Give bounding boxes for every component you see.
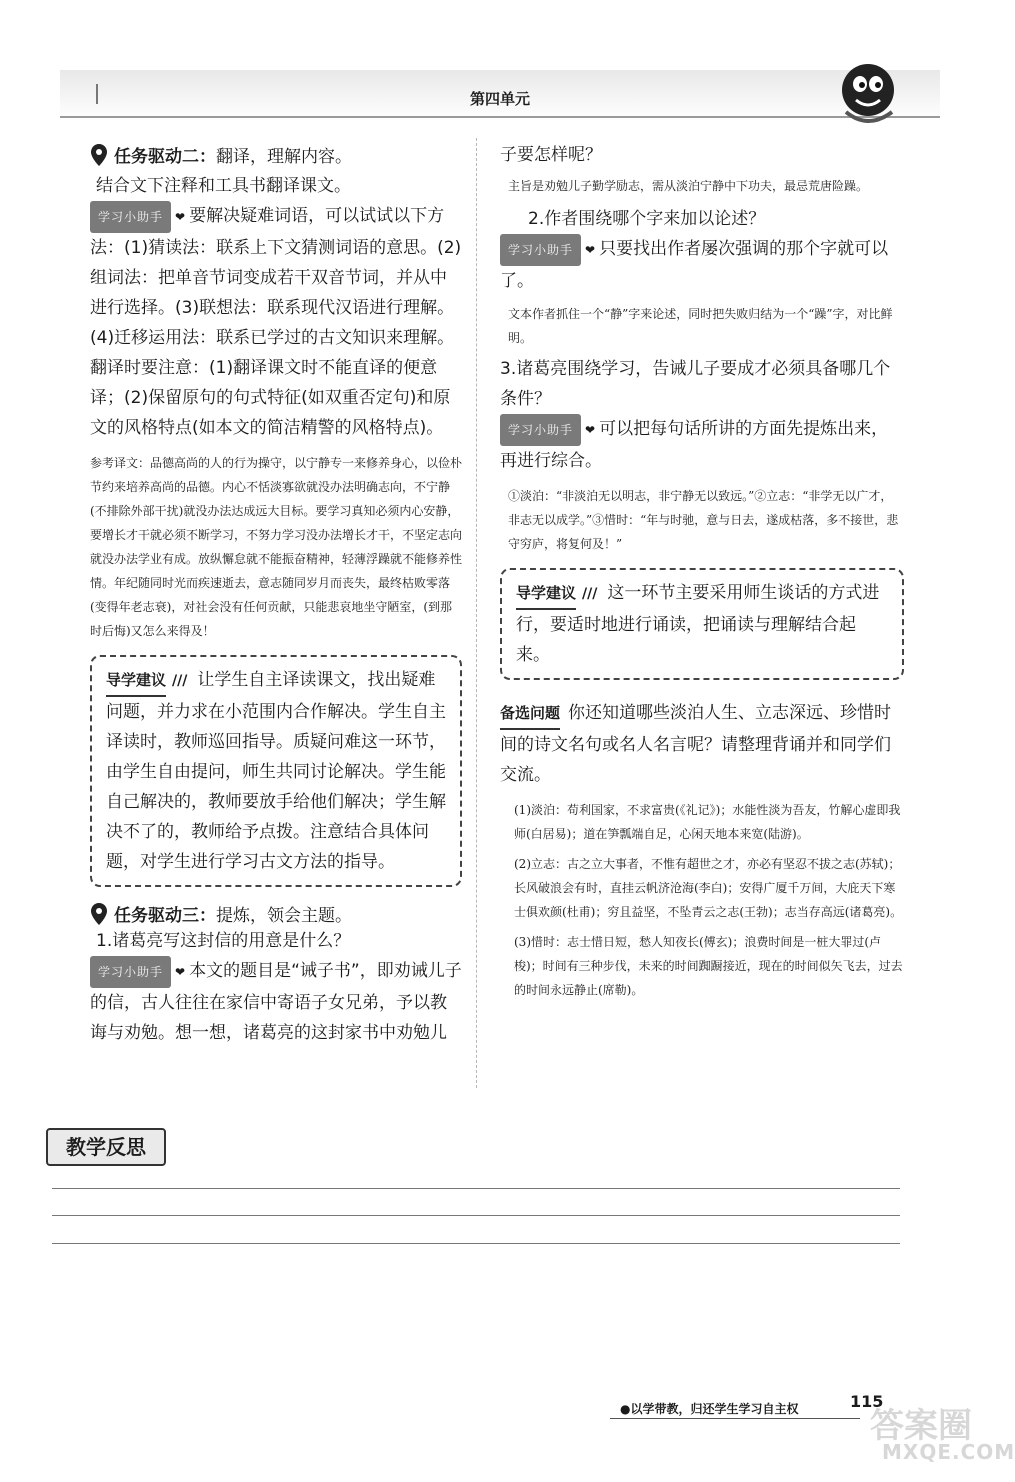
unit-title: 第四单元 [469, 90, 530, 108]
helper-label: 学习小助手 [500, 234, 581, 266]
alternative-question [500, 698, 904, 790]
heart-icon: ❤ [585, 243, 596, 257]
footer-slogan: ●以学带教，归还学生学习自主权 [620, 1402, 799, 1416]
helper-label: 学习小助手 [90, 201, 171, 233]
helper3-block [500, 234, 904, 296]
helper-label: 学习小助手 [90, 956, 171, 988]
heart-icon: ❤ [175, 210, 186, 224]
helper-label: 学习小助手 [500, 414, 581, 446]
answer2: 文本作者抓住一个“静”字来论述，同时把失败归结为一个“躁”字，对比鲜明。 [508, 307, 893, 345]
question1: 1.诸葛亮写这封信的用意是什么？ [96, 931, 351, 951]
writing-line [52, 1215, 900, 1216]
helper2-block [90, 956, 462, 1048]
right-column [500, 140, 904, 1002]
guide-slashes: /// [172, 673, 188, 689]
alternative-question-label: 备选问题 [500, 698, 560, 730]
alt-answer-2: (2)立志：古之立大事者，不惟有超世之才，亦必有坚忍不拔之志(苏轼)；长风破浪会有时，直挂云帆济沧海(李白)；安得广厦千万间，大庇天下寒士俱欢颜(杜甫)；穷且益坚，不坠青云之志(王勃)；志当存高远(诸葛亮)。 [514, 857, 903, 919]
task3-title: 任务驱动三： [114, 906, 216, 926]
watermark-url: MXQE.COM [882, 1440, 1015, 1464]
alt-answer-3: (3)惜时：志士惜日短，愁人知夜长(傅玄)；浪费时间是一桩大罪过(卢梭)；时间有三种步伐，未来的时间踟蹰接近，现在的时间似矢飞去，过去的时间永远静止(席勒)。 [514, 935, 903, 997]
answer1: 主旨是劝勉儿子勤学励志，需从淡泊宁静中下功夫，最忌荒唐险躁。 [508, 179, 869, 193]
guide-label: 导学建议 [516, 578, 576, 610]
task2-instruction: 结合文下注释和工具书翻译课文。 [96, 176, 351, 196]
question1-continued: 子要怎样呢？ [500, 145, 602, 165]
task3-value: 提炼，领会主题。 [216, 906, 352, 926]
alt-answer-1: (1)淡泊：苟利国家，不求富贵(《礼记》)；水能性淡为吾友，竹解心虚即我师(白居易)；道在笋瓢端自足，心闲天地本来宽(陆游)。 [514, 803, 901, 841]
footer-rule [610, 1418, 860, 1419]
heart-icon: ❤ [585, 423, 596, 437]
guide1-text: 让学生自主译读课文，找出疑难问题，并力求在小范围内合作解决。学生自主译读时，教师巡回指导。质疑问难这一环节，由学生自由提问，师生共同讨论解决。学生能自己解决的，教师要放手给他们解决；学生解决不了的，教师给予点拨。注意结合具体问题，对学生进行学习古文方法的指导。 [106, 670, 446, 872]
location-pin-icon [90, 143, 108, 167]
helper3-text: 只要找出作者屡次强调的那个字就可以了。 [500, 239, 889, 291]
left-column [90, 142, 462, 1048]
mascot-icon [832, 56, 906, 130]
helper1-block [90, 201, 462, 443]
header-rule [60, 116, 940, 118]
reflection-label: 教学反思 [46, 1128, 166, 1166]
guide2-box [500, 568, 904, 680]
heart-icon: ❤ [175, 965, 186, 979]
helper1-text: 要解决疑难词语，可以试试以下方法：(1)猜读法：联系上下文猜测词语的意思。(2)组词法：把单音节词变成若干双音节词，并从中进行选择。(3)联想法：联系现代汉语进行理解。(4)迁移运用法：联系已学过的古文知识来理解。翻译时要注意：(1)翻译课文时不能直译的便意译；(2)保留原句的句式特征(如双重否定句)和原文的风格特点(如本文的简洁精警的风格特点)。 [90, 206, 462, 438]
helper2-text: 本文的题目是“诫子书”，即劝诫儿子的信，古人往往在家信中寄语子女兄弟，予以教诲与劝勉。想一想，诸葛亮的这封家书中劝勉儿 [90, 961, 462, 1043]
question3: 3.诸葛亮围绕学习，告诫儿子要成才必须具备哪几个条件？ [500, 359, 891, 409]
reference-translation: 参考译文：品德高尚的人的行为操守，以宁静专一来修养身心，以俭朴节约来培养高尚的品德。内心不恬淡寡欲就没办法明确志向，不宁静(不排除外部干扰)就没办法达成远大目标。要学习真知必须内心安静，要增长才干就必须不断学习，不努力学习没办法增长才干，不坚定志向就没办法学业有成。放纵懈怠就不能振奋精神，轻薄浮躁就不能修养性情。年纪随同时光而疾速逝去，意志随同岁月而丧失，最终枯败零落(变得年老志衰)，对社会没有任何贡献，只能悲哀地坐守陋室，(到那时后悔)又怎么来得及！ [90, 456, 463, 638]
writing-line [52, 1243, 900, 1244]
watermark-logo: 答案圈 [870, 1406, 972, 1446]
helper4-block [500, 414, 904, 476]
task2-value: 翻译，理解内容。 [216, 147, 352, 167]
helper4-text: 可以把每句话所讲的方面先提炼出来，再进行综合。 [500, 419, 889, 471]
page-number: 115 [850, 1392, 884, 1411]
question2: 2.作者围绕哪个字来加以论述？ [528, 209, 766, 229]
guide-label: 导学建议 [106, 665, 166, 697]
header-tick [96, 84, 98, 104]
location-pin-icon [90, 902, 108, 926]
task2-title: 任务驱动二： [114, 147, 216, 167]
task3-heading [90, 901, 462, 926]
alternative-question-text: 你还知道哪些淡泊人生、立志深远、珍惜时间的诗文名句或名人名言呢？请整理背诵并和同学们交流。 [500, 703, 892, 785]
guide2-text: 这一环节主要采用师生谈话的方式进行，要适时地进行诵读，把诵读与理解结合起来。 [516, 583, 880, 665]
answer3: ①淡泊：“非淡泊无以明志，非宁静无以致远。”②立志：“非学无以广才，非志无以成学。”③惜时：“年与时驰，意与日去，遂成枯落，多不接世，悲守穷庐，将复何及！” [508, 489, 899, 551]
guide-slashes: /// [582, 586, 598, 602]
writing-line [52, 1188, 900, 1189]
column-divider [476, 138, 477, 1088]
guide1-box [90, 655, 462, 887]
task2-heading [90, 142, 462, 167]
